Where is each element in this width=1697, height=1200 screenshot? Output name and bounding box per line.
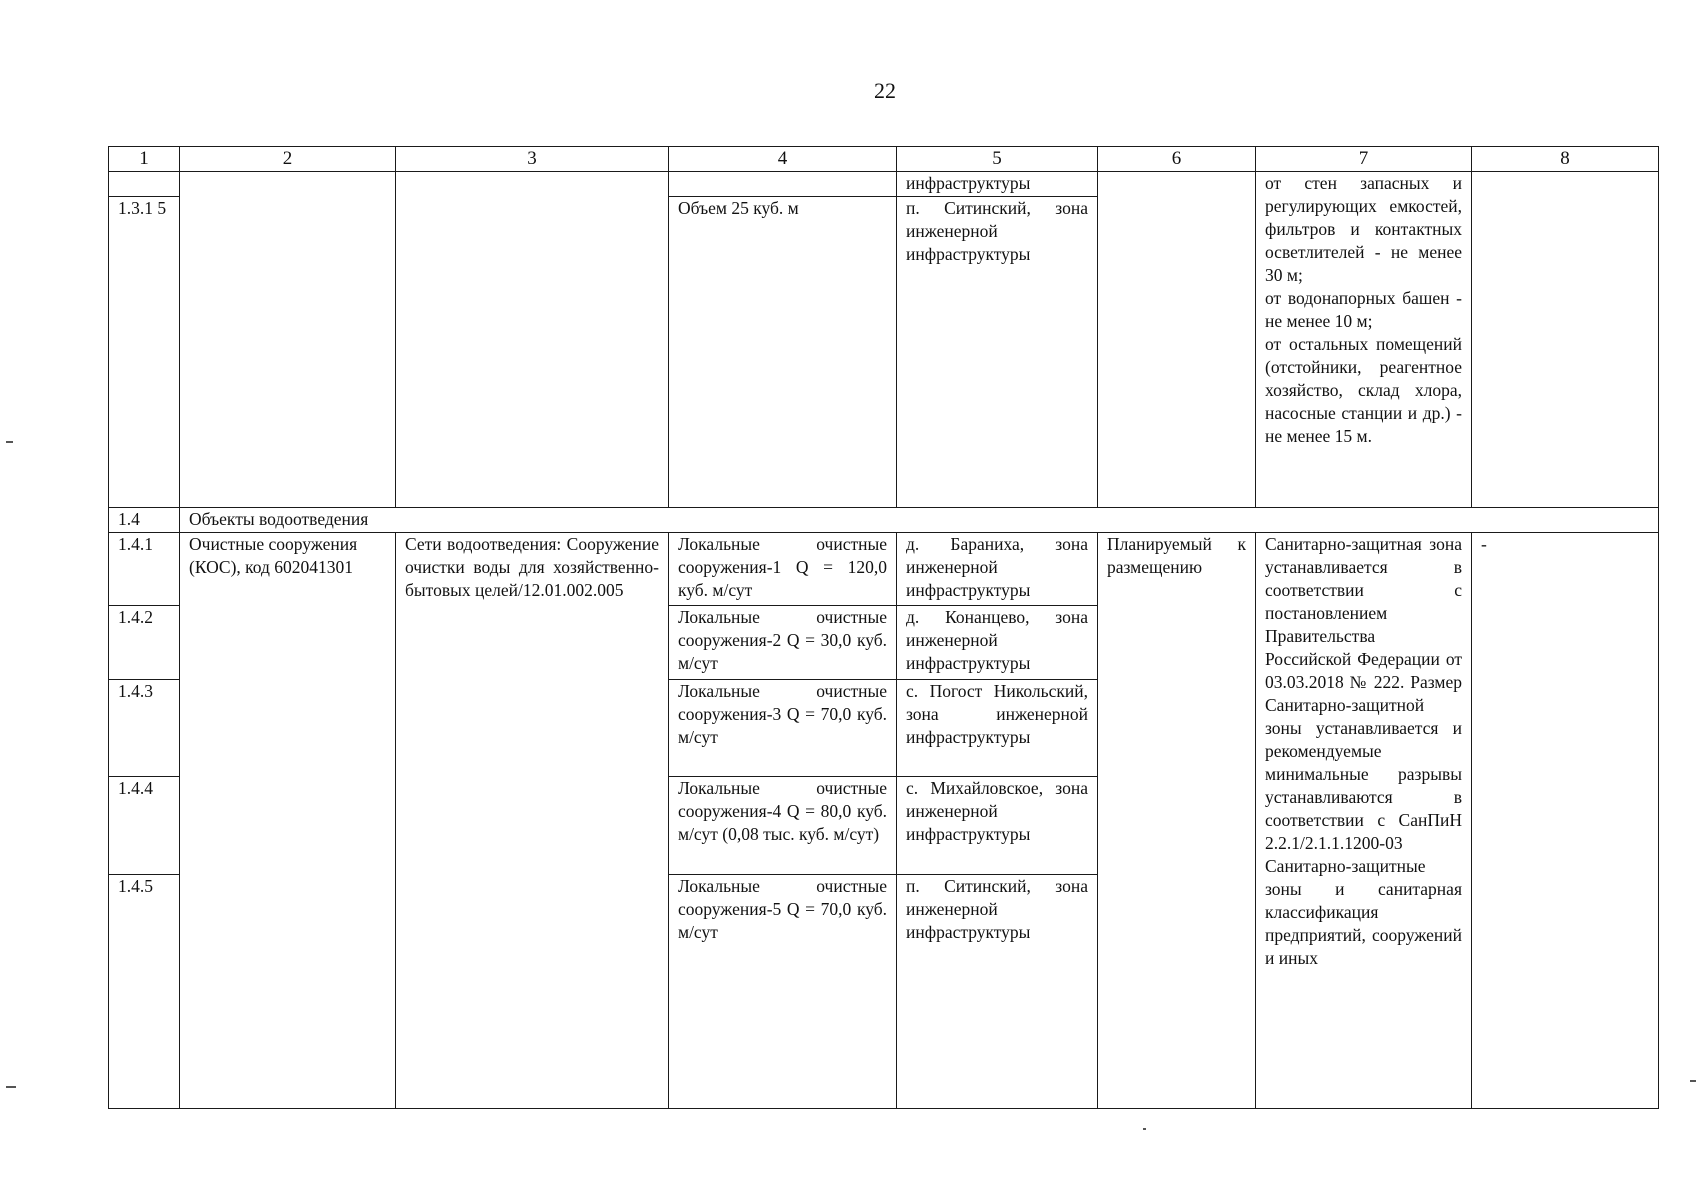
cell-characteristics: Локальные очистные сооружения-2 Q = 30,0 куб. м/сут — [669, 606, 897, 680]
zone-text-line: от стен запасных и регулирующих емкостей, фильтров и контактных осветлителей - не менее 30 м; — [1265, 172, 1462, 285]
table-row — [109, 171, 1659, 196]
header-cell: 6 — [1098, 147, 1256, 172]
cell-location: п. Ситинский, зона инженерной инфраструктуры — [897, 196, 1098, 507]
header-row — [109, 147, 1659, 172]
cell-characteristics: Локальные очистные сооружения-1 Q = 120,0 куб. м/сут — [669, 532, 897, 606]
document-table — [108, 146, 1659, 1109]
cell-zone-description: Санитарно-защитная зона устанавливается в соответствии с постановлением Правительства Российской Федерации от 03.03.2018 № 222. Размер Санитарно-защитной зоны устанавливается и рекомендуемые минимальные разрывы устанавливаются в соответствии с СанПиН 2.2.1/2.1.1.1200-03 Санитарно-защитные зоны и санитарная классификация предприятий, сооружений и иных — [1256, 532, 1472, 1108]
cell-location: п. Ситинский, зона инженерной инфраструктуры — [897, 874, 1098, 1108]
row-number — [109, 171, 180, 196]
scan-mark — [6, 441, 13, 443]
header-cell: 8 — [1472, 147, 1659, 172]
cell-purpose — [396, 171, 669, 507]
cell-characteristics: Объем 25 куб. м — [669, 196, 897, 507]
cell-characteristics: Локальные очистные сооружения-5 Q = 70,0 куб. м/сут — [669, 874, 897, 1108]
row-number: 1.4.1 — [109, 532, 180, 606]
table-row — [109, 532, 1659, 606]
section-row — [109, 507, 1659, 532]
zone-text-line: от остальных помещений (отстойники, реагентное хозяйство, склад хлора, насосные станции и др.) - не менее 15 м. — [1265, 333, 1462, 446]
cell-note: - — [1472, 532, 1659, 1108]
row-number: 1.4.5 — [109, 874, 180, 1108]
zone-text-line: от водонапорных башен - не менее 10 м; — [1265, 287, 1462, 331]
cell-purpose: Сети водоотведения: Сооружение очистки воды для хозяйственно-бытовых целей/12.01.002.005 — [396, 532, 669, 1108]
cell-location: д. Конанцево, зона инженерной инфраструктуры — [897, 606, 1098, 680]
cell-characteristics: Локальные очистные сооружения-4 Q = 80,0 куб. м/сут (0,08 тыс. куб. м/сут) — [669, 777, 897, 874]
cell-location-carry: инфраструктуры — [897, 171, 1098, 196]
cell-status: Планируемый к размещению — [1098, 532, 1256, 1108]
cell-characteristics — [669, 171, 897, 196]
cell-object-type — [180, 171, 396, 507]
cell-location: с. Михайловское, зона инженерной инфраструктуры — [897, 777, 1098, 874]
cell-object-type: Очистные сооружения (КОС), код 602041301 — [180, 532, 396, 1108]
page-number: 22 — [874, 78, 896, 103]
cell-status — [1098, 171, 1256, 507]
cell-location: д. Бараниха, зона инженерной инфраструктуры — [897, 532, 1098, 606]
header-cell: 2 — [180, 147, 396, 172]
cell-characteristics: Локальные очистные сооружения-3 Q = 70,0 куб. м/сут — [669, 679, 897, 776]
header-cell: 4 — [669, 147, 897, 172]
header-cell: 3 — [396, 147, 669, 172]
row-number: 1.4.2 — [109, 606, 180, 680]
header-cell: 7 — [1256, 147, 1472, 172]
scan-mark — [1143, 1128, 1146, 1130]
cell-note — [1472, 171, 1659, 507]
scan-mark — [6, 1086, 16, 1088]
header-cell: 5 — [897, 147, 1098, 172]
cell-zone-description — [1256, 171, 1472, 507]
row-number: 1.4.4 — [109, 777, 180, 874]
row-number: 1.4 — [109, 507, 180, 532]
scan-mark — [1690, 1080, 1696, 1082]
section-title: Объекты водоотведения — [180, 507, 1659, 532]
header-cell: 1 — [109, 147, 180, 172]
row-number: 1.3.1 5 — [109, 196, 180, 507]
row-number: 1.4.3 — [109, 679, 180, 776]
cell-location: с. Погост Никольский, зона инженерной инфраструктуры — [897, 679, 1098, 776]
